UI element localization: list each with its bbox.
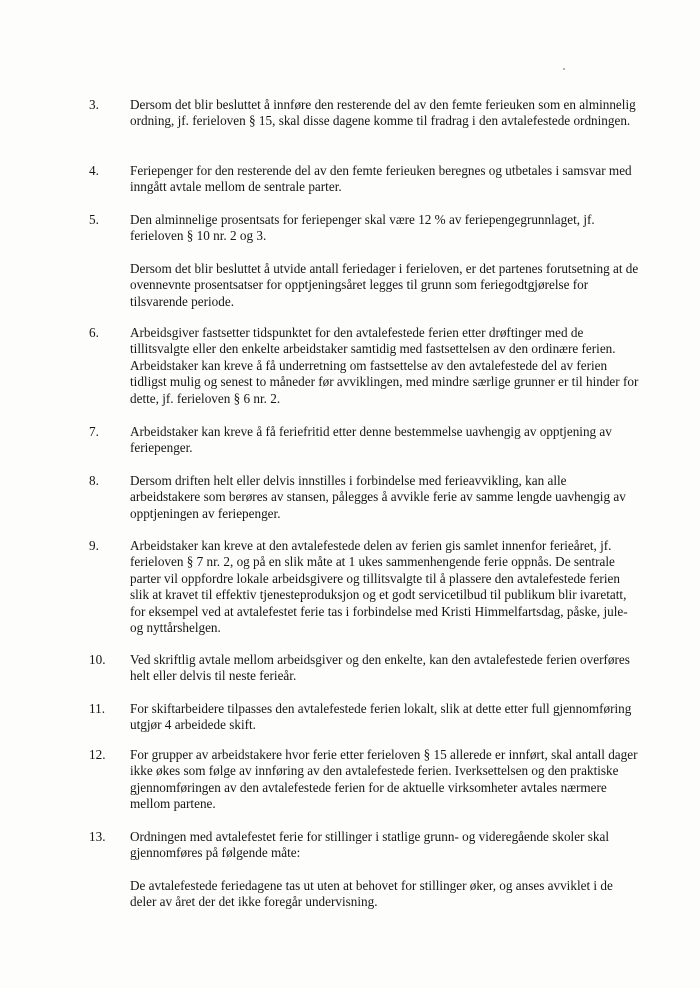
item-text	[130, 212, 640, 310]
item-text	[130, 473, 640, 522]
item-paragraph: De avtalefestede feriedagene tas ut uten at behovet for stillinger øker, og anses avviklet i de deler av året der det ikke foregår undervisning.	[130, 877, 613, 910]
item-paragraph: Arbeidstaker kan kreve å få feriefritid etter denne bestemmelse uavhengig av opptjening av feriepenger.	[130, 424, 612, 456]
item-paragraph: Ordningen med avtalefestet ferie for stillinger i statlige grunn- og videregående skoler skal gjennomføres på følgende måte:	[130, 829, 609, 861]
item-number: 3.	[89, 97, 99, 112]
item-number: 12.	[89, 747, 106, 762]
item-paragraph: Arbeidsgiver fastsetter tidspunktet for den avtalefestede ferien etter drøftinger med de tillitsvalgte eller den enkelte arbeidstaker samtidig med fastsettelsen av den ordinære ferien. Arbeidstaker kan kreve å få underretning om fastsettelse av den avtalefestede del av ferien tidligst mulig og senest to måneder før avviklingen, med mindre særlige grunner er til hinder for dette, jf. ferieloven § 6 nr. 2.	[130, 325, 639, 406]
item-paragraph: Feriepenger for den resterende del av den femte ferieuken beregnes og utbetales i samsvar med inngått avtale mellom de sentrale parter.	[130, 163, 632, 195]
item-paragraph: For grupper av arbeidstakere hvor ferie etter ferieloven § 15 allerede er innført, skal antall dager ikke økes som følge av innføring av den avtalefestede ferien. Iverksettelsen og den praktiske gjennomføringen av den avtalefestede ferien for de aktuelle virksomheter avtales nærmere mellom partene.	[130, 747, 638, 812]
item-text	[130, 538, 640, 636]
item-number: 6.	[89, 325, 99, 340]
item-text	[130, 829, 640, 911]
item-paragraph: Den alminnelige prosentsats for feriepenger skal være 12 % av feriepengegrunnlaget, jf. ferieloven § 10 nr. 2 og 3.	[130, 212, 595, 244]
item-number: 7.	[89, 424, 99, 439]
item-text	[130, 701, 640, 734]
item-paragraph: Dersom det blir besluttet å innføre den resterende del av den femte ferieuken som en alminnelig ordning, jf. ferieloven § 15, skal disse dagene komme til fradrag i den avtalefestede ordningen.	[130, 97, 636, 129]
item-number: 4.	[89, 163, 99, 178]
item-number: 9.	[89, 538, 99, 553]
item-paragraph: Dersom det blir besluttet å utvide antall feriedager i ferieloven, er det partenes forutsetning at de ovennevnte prosentsatser for opptjeningsåret legges til grunn som feriegodtgjørelse for tilsvarende periode.	[130, 260, 639, 309]
item-number: 5.	[89, 212, 99, 227]
item-paragraph: Ved skriftlig avtale mellom arbeidsgiver og den enkelte, kan den avtalefestede ferien overføres helt eller delvis til neste ferieår.	[130, 652, 630, 684]
item-text	[130, 652, 640, 685]
item-text	[130, 97, 640, 130]
item-number: 8.	[89, 473, 99, 488]
item-text	[130, 325, 640, 407]
item-text	[130, 163, 640, 196]
scan-speck	[563, 68, 565, 70]
item-number: 11.	[89, 701, 105, 716]
item-text	[130, 747, 640, 813]
item-number: 13.	[89, 829, 106, 844]
item-paragraph: Arbeidstaker kan kreve at den avtalefestede delen av ferien gis samlet innenfor ferieåret, jf. ferieloven § 7 nr. 2, og på en slik måte at 1 ukes sammenhengende ferie oppnås. De sentrale parter vil oppfordre lokale arbeidsgivere og tillitsvalgte til å plassere den avtalefestede ferien slik at kravet til effektiv tjenesteproduksjon og et godt servicetilbud til publikum blir ivaretatt, for eksempel ved at avtalefestet ferie tas i forbindelse med Kristi Himmelfartsdag, påske, jule- og nyttårshelgen.	[130, 538, 628, 636]
item-text	[130, 424, 640, 457]
item-paragraph: For skiftarbeidere tilpasses den avtalefestede ferien lokalt, slik at dette etter full gjennomføring utgjør 4 arbeidede skift.	[130, 701, 632, 733]
item-number: 10.	[89, 652, 106, 667]
item-paragraph: Dersom driften helt eller delvis innstilles i forbindelse med ferieavvikling, kan alle arbeidstakere som berøres av stansen, pålegges å avvikle ferie av samme lengde uavhengig av opptjeningen av feriepenger.	[130, 473, 626, 521]
